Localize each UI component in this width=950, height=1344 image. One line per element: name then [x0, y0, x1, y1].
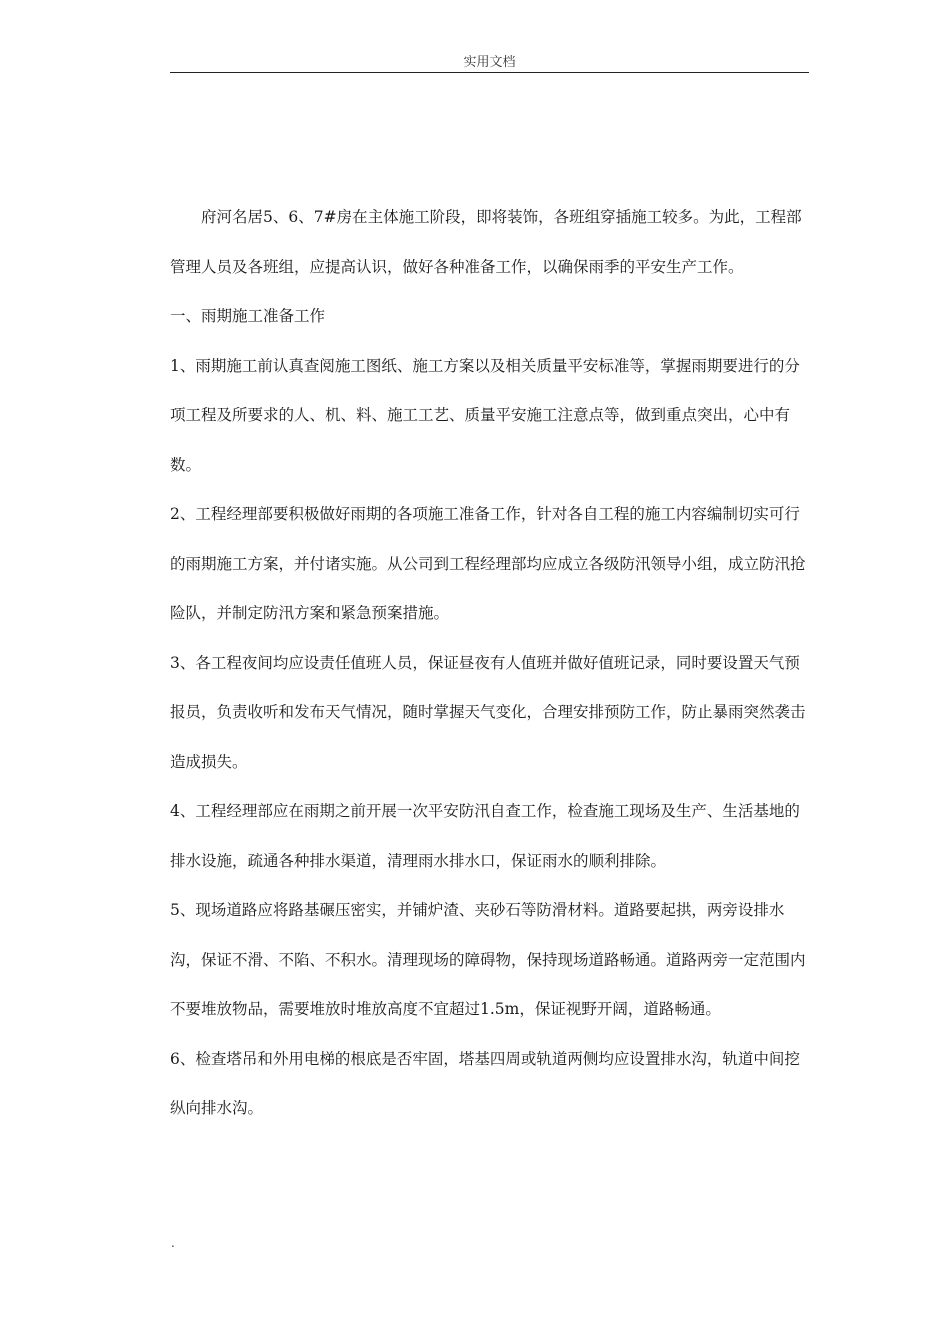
- list-item-5: 5、现场道路应将路基碾压密实，并铺炉渣、夹砂石等防滑材料。道路要起拱，两旁设排水沟，保证不滑、不陷、不积水。清理现场的障碍物，保持现场道路畅通。道路两旁一定范围内不要堆放物品，需要堆放时堆放高度不宜超过1.5m，保证视野开阔，道路畅通。: [170, 901, 806, 1018]
- list-item-1: 1、雨期施工前认真查阅施工图纸、施工方案以及相关质量平安标准等，掌握雨期要进行的分项工程及所要求的人、机、料、施工工艺、质量平安施工注意点等，做到重点突出，心中有数。: [170, 356, 800, 474]
- document-body: [170, 193, 810, 1134]
- list-item-6: 6、检查塔吊和外用电梯的根底是否牢固，塔基四周或轨道两侧均应设置排水沟，轨道中间挖纵向排水沟。: [170, 1049, 800, 1117]
- footer-mark: .: [171, 1236, 175, 1250]
- list-item-3: 3、各工程夜间均应设责任值班人员，保证昼夜有人值班并做好值班记录，同时要设置天气预报员，负责收听和发布天气情况，随时掌握天气变化，合理安排预防工作，防止暴雨突然袭击造成损失。: [170, 653, 806, 771]
- list-item-2: 2、工程经理部要积极做好雨期的各项施工准备工作，针对各自工程的施工内容编制切实可行的雨期施工方案，并付诸实施。从公司到工程经理部均应成立各级防汛领导小组，成立防汛抢险队，并制定防汛方案和紧急预案措施。: [170, 505, 806, 622]
- section-heading: 一、雨期施工准备工作: [170, 307, 326, 325]
- intro-paragraph: 府河名居5、6、7#房在主体施工阶段，即将装饰，各班组穿插施工较多。为此，工程部管理人员及各班组，应提高认识，做好各种准备工作，以确保雨季的平安生产工作。: [170, 208, 802, 276]
- list-item-4: 4、工程经理部应在雨期之前开展一次平安防汛自查工作，检查施工现场及生产、生活基地的排水设施，疏通各种排水渠道，清理雨水排水口，保证雨水的顺利排除。: [170, 802, 800, 870]
- page-header: 实用文档: [170, 54, 809, 73]
